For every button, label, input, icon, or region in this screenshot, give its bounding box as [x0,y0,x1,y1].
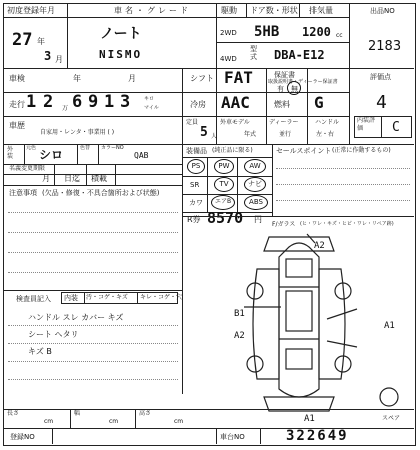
inspector-line [8,361,178,362]
r-value: 8570 [207,209,244,227]
warranty-no: 無 [291,85,298,93]
month-unit: 月 [55,55,63,64]
tab-interior: 内装 [64,294,78,302]
equip-airbag: エアB [211,195,235,210]
reg-month: 3 [44,49,52,63]
height-label: 高さ [139,410,152,417]
divider [4,409,414,410]
sales-line [276,168,410,169]
divider [307,116,308,144]
equip-ps: PS [187,159,205,174]
warranty-yes: 有 [277,85,284,93]
color-no-value: QAB [134,151,149,160]
mark-a2-top: A2 [314,241,325,251]
history-options: 自家用・レンタ・事業用 ( ) [40,129,115,136]
interior-value: C [392,120,400,135]
equip-leather: カワ [189,199,203,207]
color-value: シロ [39,148,64,162]
divider [84,292,85,304]
divider [77,144,78,164]
divider [299,4,300,18]
mark-a2-side: A2 [234,331,245,341]
divider [266,116,267,144]
divider [216,428,217,444]
dealer-label: ディーラー [269,119,299,126]
ac-label: 冷房 [190,100,206,109]
equip-abs: ABS [244,195,268,210]
inspection-month-unit: 月 [128,74,136,83]
score-label: 評価点 [370,73,391,81]
model-code: DBA-E12 [274,48,325,62]
color-change-label: 色替 [80,145,91,151]
notes-line [8,212,178,213]
inspector-line [8,325,178,326]
divider [86,164,87,185]
glass-label: F/ガラス [272,221,296,228]
mileage-digit: 6 [72,92,83,112]
mark-b1: B1 [234,309,245,319]
tab-dirt: 汚・コゲ・キズ [86,294,128,301]
door-count-label: ドア数・形状 [250,6,298,15]
foreign-model-label: 外車モデル [220,119,250,126]
ac-value: AAC [221,93,250,112]
divider [182,216,414,217]
divider [4,144,414,145]
tab-until-day: 日迄 [64,174,80,183]
divider [260,428,261,444]
divider [349,4,350,68]
divider [67,4,68,68]
displacement-label: 排気量 [309,6,333,15]
divider [135,409,136,428]
mileage-digit: 1 [104,92,115,112]
sales-point-label: セールスポイント [276,147,332,155]
notes-note: (欠品・修復・不具合箇所および状態) [42,189,160,197]
inspector-line-3: キズ B [28,347,52,356]
notes-line [8,232,178,233]
divider [182,144,183,394]
divider [54,164,55,185]
divider [52,428,53,444]
inspector-line-1: ハンドル スレ カバー キズ [28,313,124,322]
width-unit: cm [109,418,119,425]
grade: NISMO [99,48,143,61]
divider [4,68,414,69]
equip-sr: SR [190,181,200,189]
mileage-digit: 2 [43,92,54,112]
displacement: 1200 [302,25,331,39]
inspection-label: 車検 [9,74,25,83]
notes-line [8,252,178,253]
inspector-line [8,343,178,344]
tab-cut: キレ・コゲ・穴 [140,294,182,301]
divider [4,290,182,291]
car-diagram [189,229,414,419]
r-label: R券 [187,215,201,224]
equip-aw: AW [244,159,266,174]
equip-pw: PW [214,159,234,174]
inspection-year-unit: 年 [73,74,81,83]
first-registration-label: 初度登録年月 [7,6,55,15]
foreign-model-value: 年式 [244,131,257,138]
drive-label: 駆動 [221,6,237,15]
mileage-digit: 1 [26,92,37,112]
divider [216,4,217,68]
feature-label: 名義変更期限 [9,165,46,172]
divider [381,116,382,138]
divider [207,157,208,212]
width-label: 幅 [74,410,81,417]
fuel-value: G [314,93,324,112]
history-label: 車歴 [9,121,25,130]
chassis-label: 車台NO [220,433,245,441]
warranty-sub: 取扱説明書・ディーラー保証書 [268,79,338,85]
equip-navi: ナビ [244,177,266,192]
drive-2wd: 2WD [220,29,237,37]
r-unit: 円 [254,215,262,224]
divider [115,164,116,185]
divider [216,42,349,43]
tab-month: 月 [42,174,50,183]
handle-value: 左・右 [316,131,335,138]
sales-line [276,184,410,185]
reg-year: 27 [12,30,33,50]
divider [24,144,25,164]
warranty-label: 保証書 [274,71,295,79]
length-label: 長さ [7,410,20,417]
mileage-digit: 3 [120,92,131,112]
model-label: 型式 [250,45,257,61]
capacity-label: 定員 [186,119,199,126]
km-unit: キロ [144,96,155,102]
mileage-digit: 9 [88,92,99,112]
exhibit-no: 2183 [368,39,402,54]
cc-unit: cc [336,32,343,39]
year-unit: 年 [37,37,45,46]
inspector-line-2: シート ヘタリ [28,330,79,339]
divider [272,144,273,216]
divider [4,428,414,429]
color-no-label: カラーNO [101,145,124,151]
length-unit: cm [44,418,54,425]
mark-a1-bottom: A1 [304,414,315,424]
divider [4,116,349,117]
sales-point-note: (正常に作動するもの) [332,147,391,154]
exhibit-no-label: 出品NO [370,7,395,15]
capacity-unit: 人 [211,133,218,140]
man-unit: 万 [62,105,69,112]
divider [246,4,247,18]
dealer-value: 並行 [279,131,292,138]
height-unit: cm [174,418,184,425]
divider [182,116,183,144]
interior-label: 内装評価 [357,117,376,132]
chassis-value: 322649 [286,428,349,444]
handle-label: ハンドル [315,119,340,126]
exterior-label: 外装 [7,146,14,160]
mileage-label: 走行 [9,100,25,109]
spare-label: スペア [382,415,401,422]
sales-line [276,200,410,201]
divider [98,144,99,164]
divider [137,292,138,304]
original-color-label: 元色 [26,145,37,151]
mile-unit: マイル [144,105,159,111]
divider [182,157,272,158]
score-value: 4 [376,92,387,113]
fuel-label: 燃料 [274,100,290,109]
divider [4,92,349,93]
divider [70,409,71,428]
auction-sheet [3,3,416,446]
car-name-grade-label: 車名・グレード [114,6,191,15]
shift-label: シフト [190,74,214,83]
reg-no-label: 登録NO [10,433,35,441]
equipment-note: (純正品に限る) [212,147,253,154]
inspector-line [8,379,178,380]
car-name: ノート [100,26,142,42]
drive-4wd: 4WD [220,55,237,63]
tab-load: 積載 [91,174,107,183]
equipment-label: 装備品 [186,147,207,155]
notes-label: 注意事項 [9,189,37,197]
divider [4,185,182,186]
divider [237,157,238,212]
equip-tv: TV [214,177,234,192]
mark-a1-side: A1 [384,321,395,331]
body-type: 5HB [254,24,280,40]
inspector-label: 検査員記入 [16,295,51,303]
glass-marks: (ヒ・ワレ・キズ・ヒビ・ワレ・リペア跡) [300,221,394,227]
shift-value: FAT [224,68,253,87]
notes-line [8,272,178,273]
divider [349,68,350,144]
capacity-value: 5 [200,125,208,140]
